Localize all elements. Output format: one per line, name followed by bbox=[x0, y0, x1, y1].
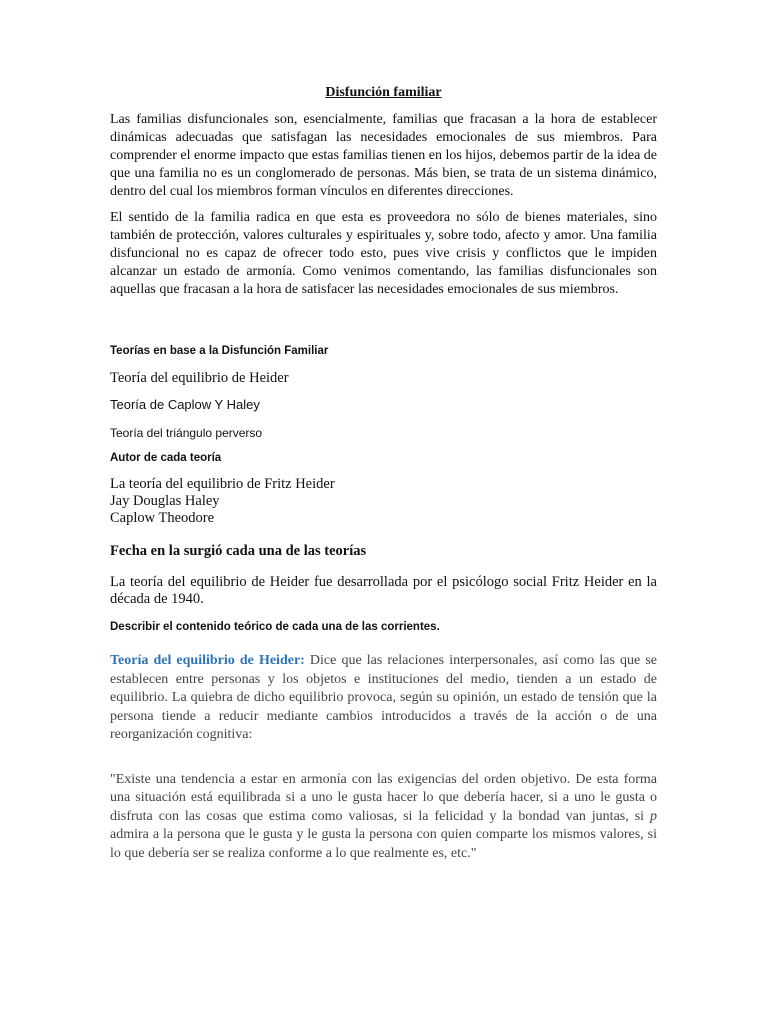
author-haley: Jay Douglas Haley bbox=[110, 493, 220, 509]
date-paragraph: La teoría del equilibrio de Heider fue desarrollada por el psicólogo social Fritz Heider en la década de 1940. bbox=[110, 574, 657, 607]
author-caplow: Caplow Theodore bbox=[110, 510, 215, 526]
heider-colon: : bbox=[300, 653, 305, 668]
theory-heider: Teoría del equilibrio de Heider bbox=[110, 370, 289, 386]
document-page bbox=[110, 84, 657, 863]
quote-part-2: admira a la persona que le gusta y le gusta la persona con quien comparte los mismos valores, si lo que debería ser se realiza conforme a lo que realmente es, etc." bbox=[110, 827, 657, 861]
quote-p-italic: p bbox=[650, 808, 657, 824]
describe-heading: Describir el contenido teórico de cada una de las corrientes. bbox=[110, 621, 440, 633]
theory-caplow-haley: Teoría de Caplow Y Haley bbox=[110, 397, 260, 412]
heider-description bbox=[110, 652, 657, 745]
date-heading: Fecha en la surgió cada una de las teorías bbox=[110, 543, 367, 559]
author-heider: La teoría del equilibrio de Fritz Heider bbox=[110, 476, 335, 492]
heider-desc-text: Dice que las relaciones interpersonales, así como las que se establecen entre personas y los objetos e instituciones del medio, tienden a un estado de equilibrio. La quiebra de dicho equilibrio provoca, según su opinión, un estado de tensión que la persona tiende a reducir mediante cambios introducidos a través de la acción o de una reorganización cognitiva: bbox=[110, 653, 657, 742]
document-title: Disfunción familiar bbox=[325, 85, 442, 100]
paragraph-intro: Las familias disfuncionales son, esencialmente, familias que fracasan a la hora de establecer dinámicas adecuadas que satisfagan las necesidades emocionales de sus miembros. Para comprender el enorme impacto que estas familias tienen en los hijos, debemos partir de la idea de que una familia no es un conglomerado de personas. Más bien, se trata de un sistema dinámico, dentro del cual los miembros forman vínculos en diferentes direcciones. bbox=[110, 112, 657, 199]
heider-term: Teoría del equilibrio de Heider bbox=[110, 653, 301, 668]
authors-heading: Autor de cada teoría bbox=[110, 452, 222, 464]
theory-perverse-triangle: Teoría del triángulo perverso bbox=[110, 426, 263, 440]
quote-part-1: "Existe una tendencia a estar en armonía con las exigencias del orden objetivo. De esta forma una situación está equilibrada si a uno le gusta hacer lo que debería hacer, si a uno le gusta o disfruta con las cosas que estima como valiosas, si la felicidad y la bondad van juntas, si bbox=[110, 771, 657, 824]
theories-heading: Teorías en base a la Disfunción Familiar bbox=[110, 345, 329, 357]
paragraph-sense-of-family: El sentido de la familia radica en que esta es proveedora no sólo de bienes materiales, sino también de protección, valores culturales y espirituales y, sobre todo, afecto y amor. Una familia disfuncional no es capaz de ofrecer todo esto, pues vive crisis y conflictos que le impiden alcanzar un estado de armonía. Como venimos comentando, las familias disfuncionales son aquellas que fracasan a la hora de satisfacer las necesidades emocionales de sus miembros. bbox=[110, 210, 657, 297]
heider-quote bbox=[110, 771, 657, 864]
authors-list bbox=[110, 476, 657, 527]
